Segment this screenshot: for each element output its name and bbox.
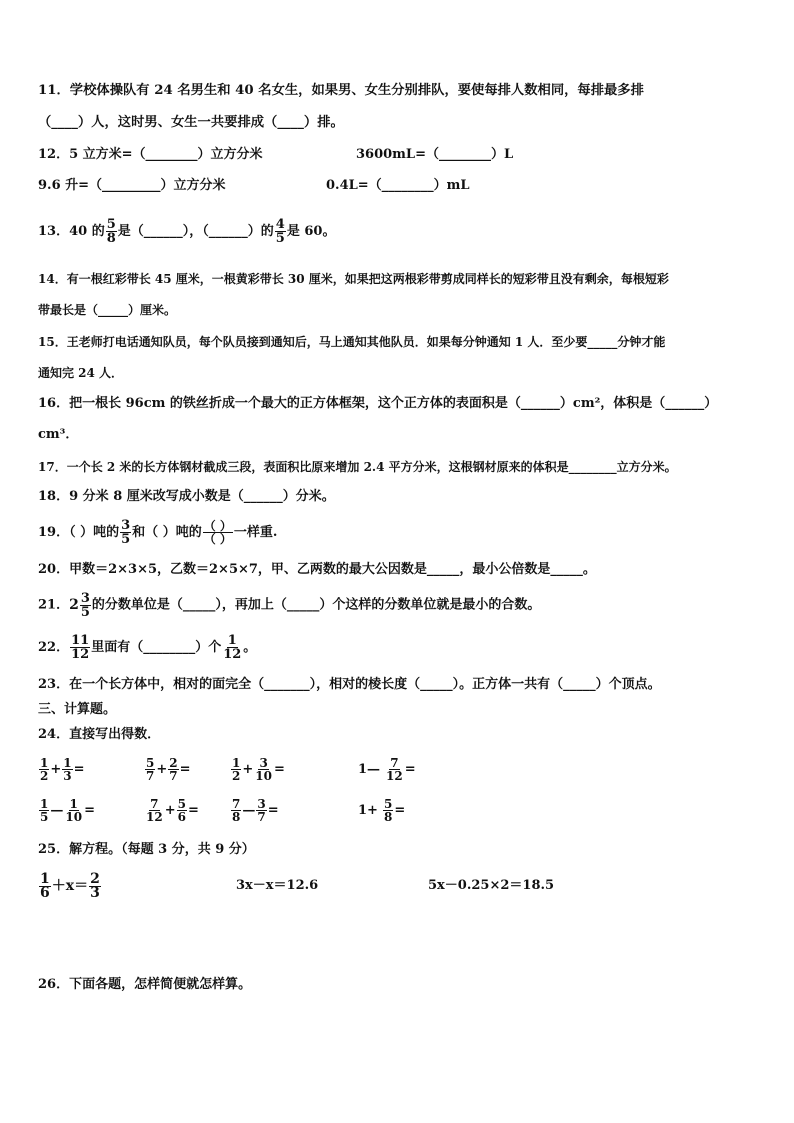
q24-item — [230, 752, 285, 788]
q12-c: 9.6 升=（_________）立方分米 — [38, 178, 226, 193]
q24-item — [144, 752, 191, 788]
q14-line2: 带最长是（_____）厘米。 — [38, 303, 177, 317]
q22-fraction-1: $\frac{11}{12}$ — [71, 633, 90, 662]
q13 — [38, 212, 335, 252]
q22-mid: 里面有（________）个 — [91, 640, 222, 655]
q25-equation-2: 3x－x＝12.6 — [236, 878, 319, 893]
q24-item — [38, 793, 95, 829]
q24-item — [230, 793, 279, 829]
q24-item — [358, 752, 416, 788]
q25-e1-left-fraction: $\frac{1}{6}$ — [40, 870, 50, 901]
q23: 23．在一个长方体中，相对的面完全（_______），相对的棱长度（_____）。正方体一共有（_____）个顶点。 — [38, 677, 661, 692]
q13-fraction-1: $\frac{5}{8}$ — [106, 217, 116, 246]
q24-fraction-b: $\frac{5}{8}$ — [383, 797, 393, 824]
q24-item — [358, 793, 405, 829]
q24-equals: = — [179, 762, 191, 777]
q19-post: 一样重. — [233, 525, 278, 540]
q21-whole: 2 — [69, 597, 79, 613]
q12-b: 3600mL=（________）L — [356, 147, 514, 162]
q21-pre: 21． — [38, 597, 70, 613]
q24-operator: — — [50, 803, 64, 818]
q19-blank-fraction: （ ） （ ） — [203, 519, 232, 546]
q13-fraction-2: $\frac{4}{5}$ — [275, 217, 285, 246]
q24-operator: + — [156, 762, 168, 777]
q12-d: 0.4L=（________）mL — [326, 178, 470, 193]
q24-fraction-b: $\frac{3}{10}$ — [255, 756, 272, 783]
q24-fraction-b: $\frac{1}{10}$ — [65, 797, 83, 824]
q24-equals: = — [273, 762, 285, 777]
q24-equals: = — [267, 803, 279, 818]
q13-post: 是 60。 — [286, 224, 336, 239]
q14-line1: 14．有一根红彩带长 45 厘米，一根黄彩带长 30 厘米，如果把这两根彩带剪成同样长的短彩带且没有剩余，每根短彩 — [38, 272, 669, 286]
q13-mid: 是（______），（______）的 — [117, 224, 274, 239]
q24-fraction-a: $\frac{5}{7}$ — [146, 756, 155, 783]
q24-fraction-b: $\frac{7}{12}$ — [386, 756, 403, 783]
q24-operator: — — [242, 803, 256, 818]
q24-fraction-a: $\frac{7}{12}$ — [146, 797, 163, 824]
q24-fraction-a: $\frac{1}{5}$ — [40, 797, 49, 824]
q24-operator: + — [242, 762, 254, 777]
q16-line2: cm³． — [38, 427, 79, 442]
q15-line1: 15．王老师打电话通知队员，每个队员接到通知后，马上通知其他队员．如果每分钟通知 1 人．至少要_____分钟才能 — [38, 335, 666, 349]
q11-line1: 11．学校体操队有 24 名男生和 40 名女生，如果男、女生分别排队，要使每排人数相同，每排最多排 — [38, 83, 644, 98]
q19-mid: 和（ ）吨的 — [132, 525, 202, 540]
q20: 20．甲数＝2×3×5，乙数＝2×5×7，甲、乙两数的最大公因数是_____，最小公倍数是_____。 — [38, 562, 596, 577]
q24-equals: = — [187, 803, 199, 818]
q13-pre: 13．40 的 — [38, 224, 105, 239]
q25-title: 25．解方程。（每题 3 分，共 9 分） — [38, 842, 255, 857]
q24-equals: = — [404, 762, 416, 777]
q22-pre: 22． — [38, 640, 70, 655]
q25-e1-mid: ＋x＝ — [51, 878, 89, 894]
q26: 26．下面各题，怎样简便就怎样算。 — [38, 977, 252, 992]
q24-fraction-a: $\frac{1}{2}$ — [232, 756, 241, 783]
q24-fraction-a: $\frac{7}{8}$ — [232, 797, 241, 824]
q11-line2: （____）人，这时男、女生一共要排成（____）排。 — [38, 115, 344, 130]
q19 — [38, 513, 277, 553]
q24-equals: = — [394, 803, 406, 818]
q24-whole: 1+ — [358, 803, 378, 818]
q24-operator: + — [164, 803, 176, 818]
q25-equation-1 — [38, 866, 102, 906]
q24-fraction-b: $\frac{5}{6}$ — [177, 797, 186, 824]
q16-line1: 16．把一根长 96cm 的铁丝折成一个最大的正方体框架，这个正方体的表面积是（______）cm²，体积是（______） — [38, 396, 718, 411]
q22 — [38, 628, 256, 668]
q24-equals: = — [73, 762, 85, 777]
q19-pre: 19．（ ）吨的 — [38, 525, 120, 540]
q24-fraction-a: $\frac{1}{2}$ — [40, 756, 49, 783]
q22-fraction-2: $\frac{1}{12}$ — [223, 633, 242, 662]
q24-operator: + — [50, 762, 62, 777]
q21-fraction: $\frac{3}{5}$ — [80, 590, 90, 620]
section-heading: 三、计算题。 — [38, 702, 117, 717]
q24-title: 24．直接写出得数． — [38, 727, 161, 742]
q12-a: 12．5 立方米=（________）立方分米 — [38, 147, 263, 162]
q24-fraction-b: $\frac{3}{7}$ — [257, 797, 266, 824]
q24-item — [144, 793, 199, 829]
q21-post: 的分数单位是（_____），再加上（_____）个这样的分数单位就是最小的合数。 — [91, 597, 541, 613]
q24-equals: = — [84, 803, 95, 818]
q21 — [38, 585, 540, 626]
q19-fraction: $\frac{3}{5}$ — [121, 518, 131, 547]
q15-line2: 通知完 24 人． — [38, 366, 124, 380]
q25-e1-right-fraction: $\frac{2}{3}$ — [90, 870, 100, 901]
q25-equation-3: 5x－0.25×2＝18.5 — [428, 878, 555, 893]
q18: 18．9 分米 8 厘米改写成小数是（______）分米。 — [38, 489, 335, 504]
q17: 17．一个长 2 米的长方体钢材截成三段，表面积比原来增加 2.4 平方分米，这根钢材原来的体积是________立方分米。 — [38, 460, 677, 474]
q24-fraction-b: $\frac{1}{3}$ — [63, 756, 72, 783]
q24-item — [38, 752, 85, 788]
q24-fraction-b: $\frac{2}{7}$ — [169, 756, 178, 783]
q22-post: 。 — [243, 640, 257, 655]
q24-whole: 1— — [358, 762, 381, 777]
